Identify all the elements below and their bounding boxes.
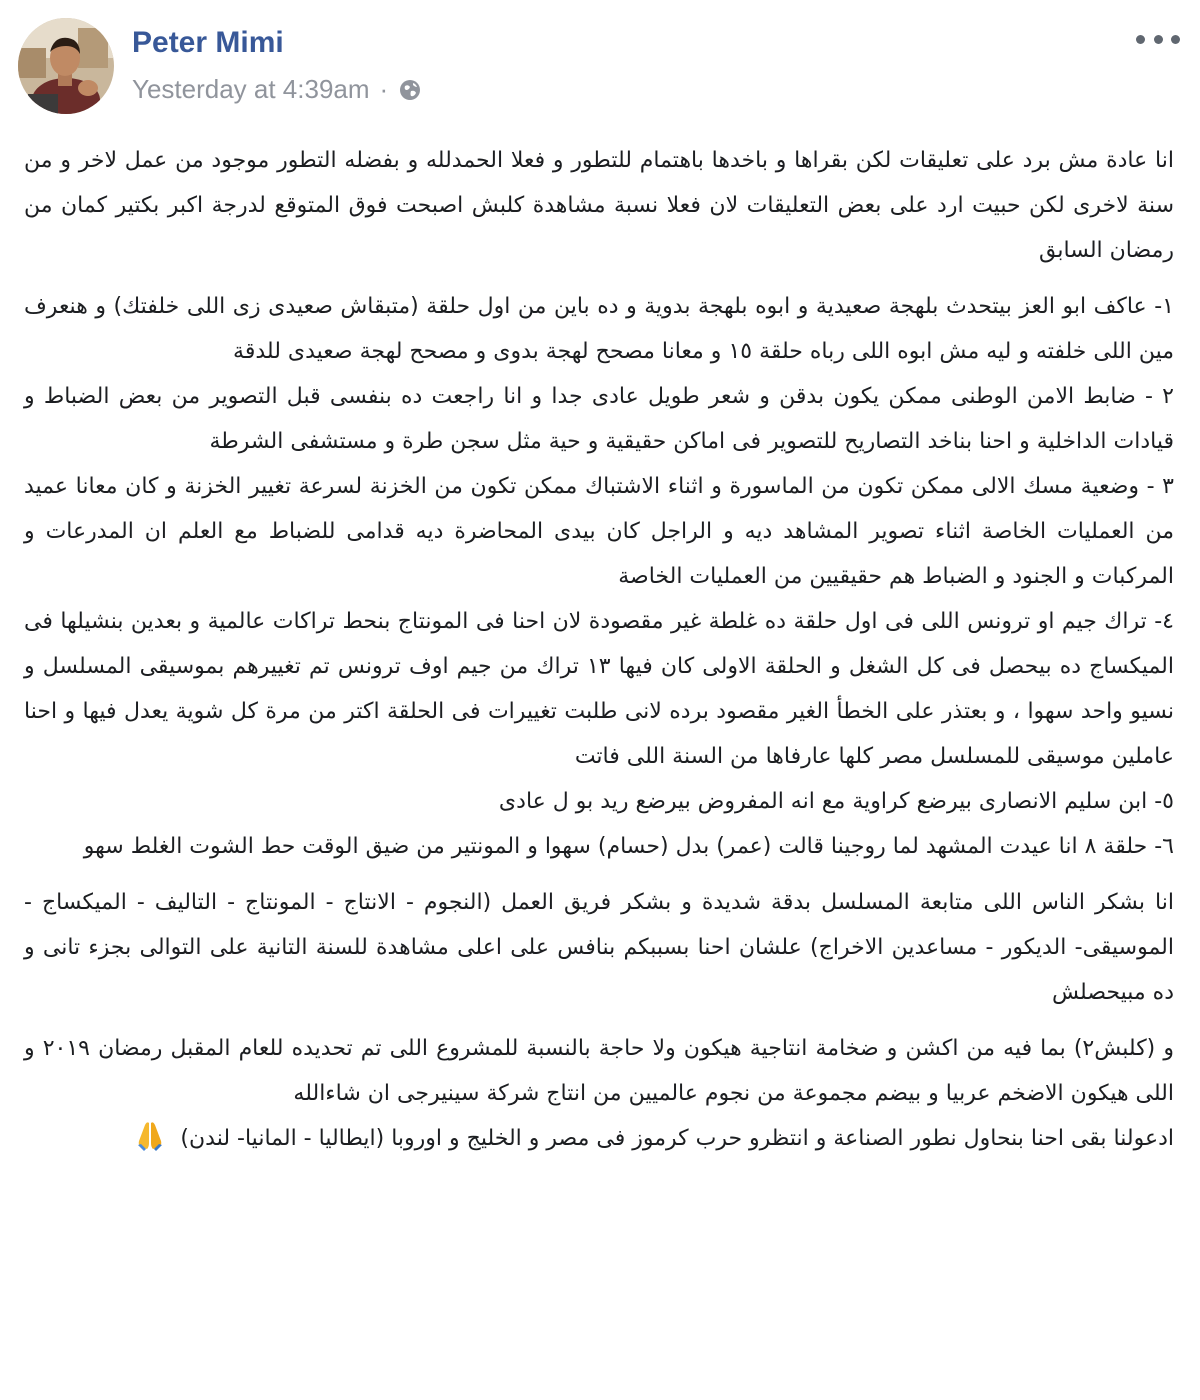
globe-icon[interactable] (398, 78, 422, 102)
author-name-link[interactable]: Peter Mimi (132, 26, 284, 59)
post-paragraph-point-1: ١- عاكف ابو العز بيتحدث بلهجة صعيدية و ابوه بلهجة بدوية و ده باين من اول حلقة (متبقاش صعيدى زى اللى خلفتك) و هنعرف مين اللى خلفته و ليه مش ابوه اللى رباه حلقة ١٥ و معانا مصحح لهجة بدوى و مصحح لهجة صعيدى للدقة (24, 294, 1174, 364)
more-dot (1136, 35, 1145, 44)
post-timestamp-link[interactable]: Yesterday at 4:39am (132, 74, 370, 104)
post-paragraph-next-project: و (كلبش٢) بما فيه من اكشن و ضخامة انتاجية هيكون ولا حاجة بالنسبة للمشروع اللى تم تحديده للعام المقبل رمضان ٢٠١٩ و اللى هيكون الاضخم عربيا و بيضم مجموعة من نجوم عالميين من انتاج شركة سينيرجى ان شاءالله (24, 1036, 1174, 1106)
post-body (24, 138, 1174, 1161)
more-options-icon[interactable] (1136, 24, 1180, 54)
post-paragraph-point-3: ٣ - وضعية مسك الالى ممكن تكون من الماسورة و اثناء الاشتباك ممكن تكون من الخزنة لسرعة تغيير الخزنة و كان معانا عميد من العمليات الخاصة اثناء تصوير المشاهد ديه و الراجل كان بيدى المحاضرة ديه قدامى للضباط مع العلم ان المدرعات و المركبات و الجنود و الضباط هم حقيقيين من العمليات الخاصة (24, 474, 1174, 589)
post-paragraph-intro: انا عادة مش برد على تعليقات لكن بقراها و باخدها باهتمام للتطور و فعلا الحمدلله و بفضله التطور موجود من عمل لاخر و من سنة لاخرى لكن حبيت ارد على بعض التعليقات لان فعلا نسبة مشاهدة كلبش اصبحت فوق المتوقع لدرجة اكبر بكتير كمان من رمضان السابق (24, 148, 1174, 263)
post-paragraph-thanks: انا بشكر الناس اللى متابعة المسلسل بدقة شديدة و بشكر فريق العمل (النجوم - الانتاج - المونتاج - التاليف - الميكساج - الموسيقى- الديكور - مساعدين الاخراج) علشان احنا بسببكم بنافس على اعلى مشاهدة للسنة التانية على التوالى بجزء تانى و ده مبيحصلش (24, 890, 1174, 1005)
post-paragraph-point-2: ٢ - ضابط الامن الوطنى ممكن يكون بدقن و شعر طويل عادى جدا و انا راجعت ده بنفسى قبل التصوير من بعض الضباط و قيادات الداخلية و احنا بناخد التصاريح للتصوير فى اماكن حقيقية و حية مثل سجن طرة و مستشفى الشرطة (24, 384, 1174, 454)
post-header (18, 18, 1182, 118)
post-paragraph-closing (24, 1116, 1174, 1161)
post-paragraph-point-6: ٦- حلقة ٨ انا عيدت المشهد لما روجينا قالت (عمر) بدل (حسام) سهوا و المونتير من ضيق الوقت حط الشوت الغلط سهو (83, 834, 1174, 859)
closing-text: ادعولنا بقى احنا بنحاول نطور الصناعة و انتظرو حرب كرموز فى مصر و الخليج و اوروبا (ايطاليا - المانيا- لندن) (180, 1126, 1174, 1151)
avatar-photo (18, 18, 114, 114)
post-meta (132, 74, 422, 105)
post-paragraph-point-5: ٥- ابن سليم الانصارى بيرضع كراوية مع انه المفروض بيرضع ريد بو ل عادى (498, 789, 1174, 814)
more-dot (1154, 35, 1163, 44)
more-dot (1171, 35, 1180, 44)
post-paragraph-point-4: ٤- تراك جيم او ترونس اللى فى اول حلقة ده غلطة غير مقصودة لان احنا فى المونتاج بنحط تراكات عالمية و بعدين بنشيلها فى الميكساج ده بيحصل فى كل الشغل و الحلقة الاولى كان فيها ١٣ تراك من جيم اوف ترونس تم تغييرهم بموسيقى المسلسل و نسيو واحد سهوا ، و بعتذر على الخطأ الغير مقصود برده لانى طلبت تغييرات فى الحلقة اكتر من مرة كل شوية يعدل فيها و احنا عاملين موسيقى للمسلسل مصر كلها عارفاها من السنة اللى فاتت (24, 609, 1174, 769)
meta-separator: · (379, 74, 389, 104)
pray-icon (132, 1117, 168, 1153)
author-avatar[interactable] (18, 18, 114, 114)
